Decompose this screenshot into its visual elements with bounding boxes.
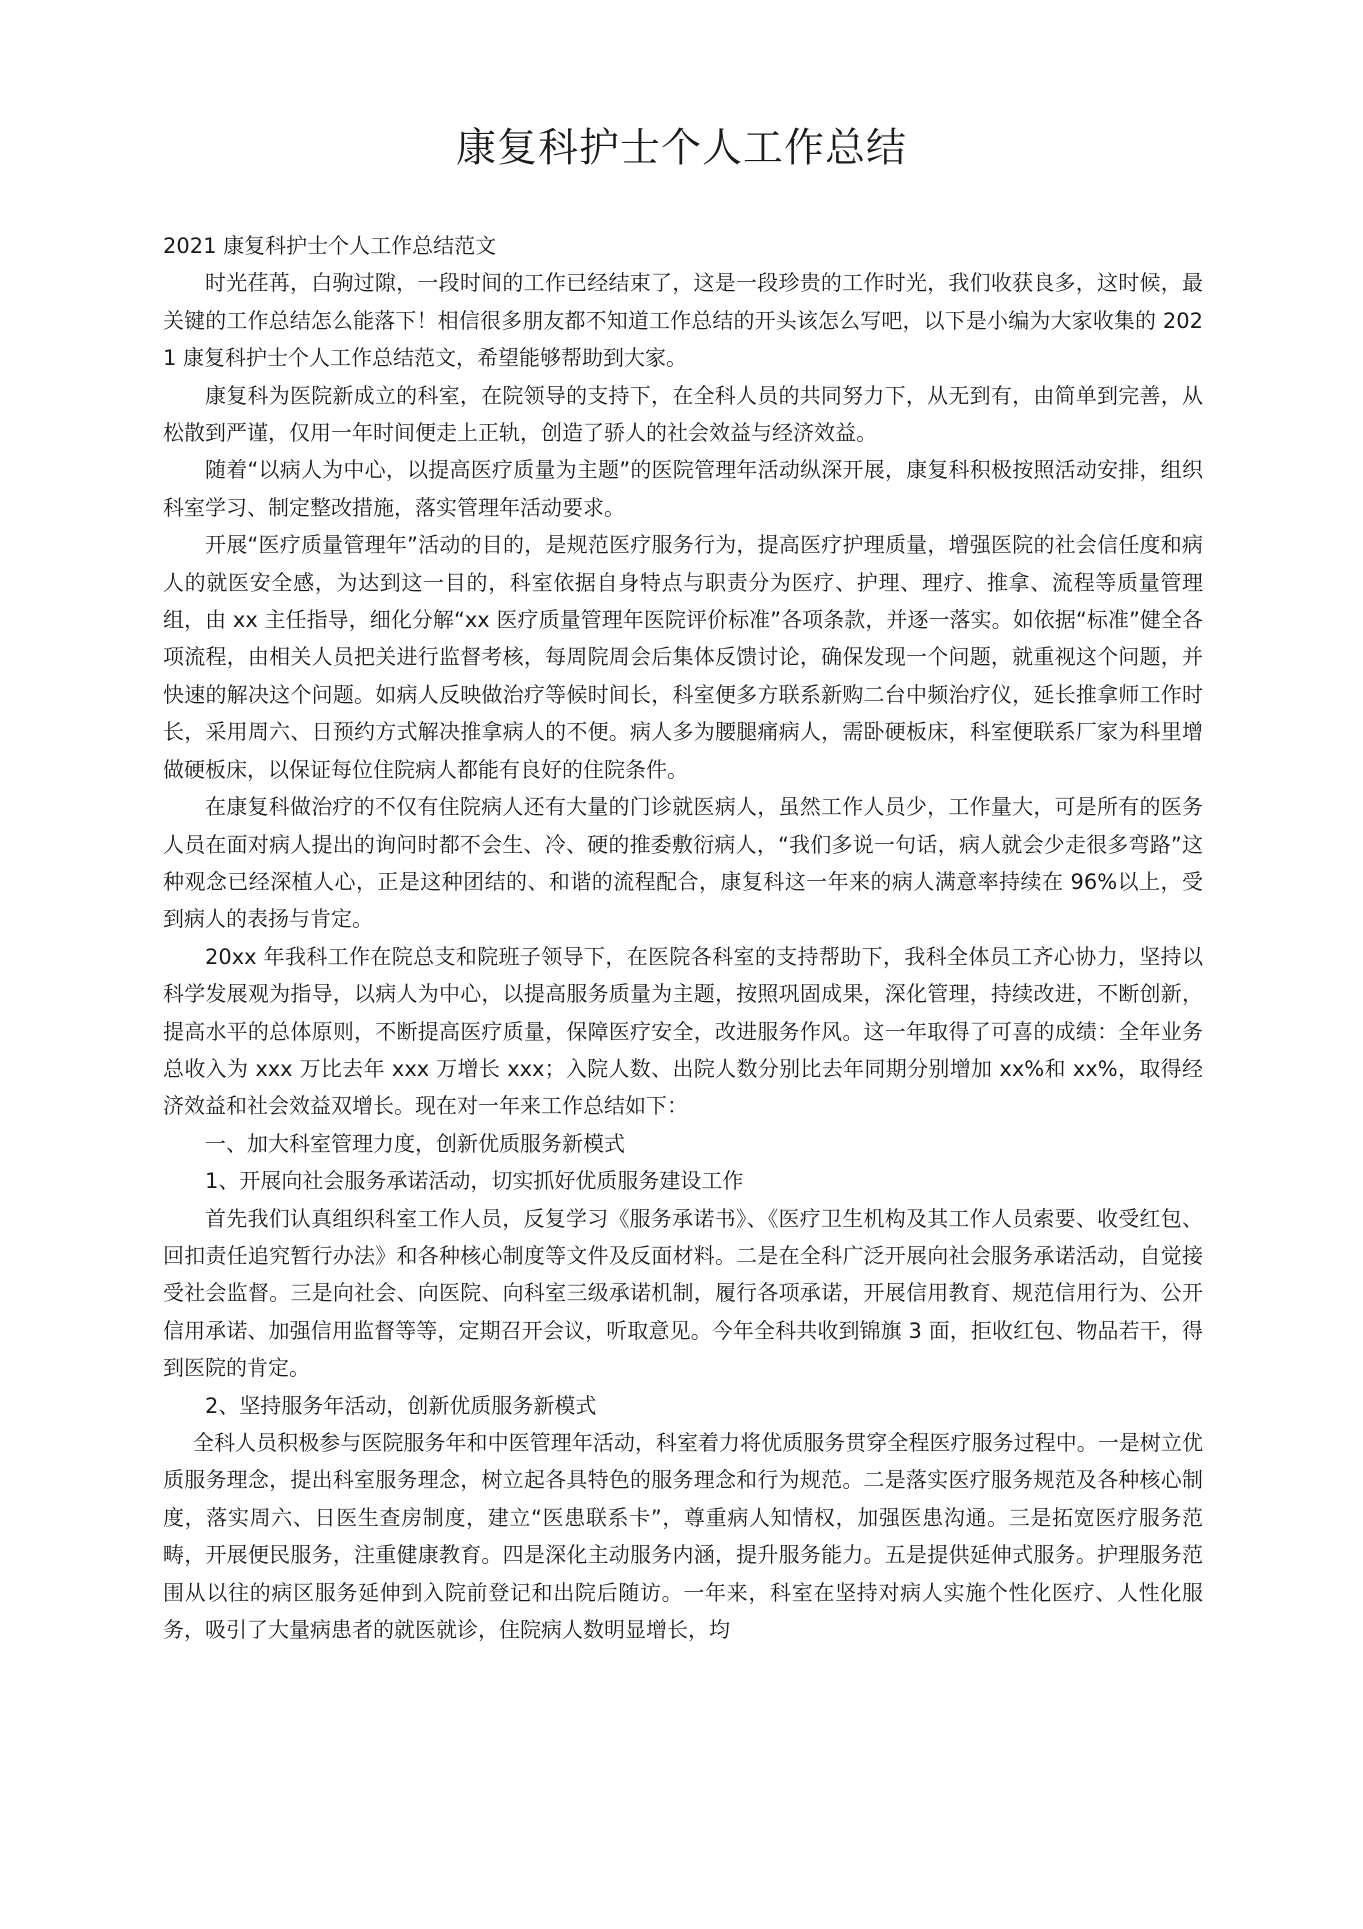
- document-subtitle: 2021 康复科护士个人工作总结范文: [163, 234, 497, 258]
- subsection-heading-2: 2、坚持服务年活动，创新优质服务新模式: [205, 1393, 597, 1418]
- paragraph-department-founding: 康复科为医院新成立的科室，在院领导的支持下，在全科人员的共同努力下，从无到有，由简单到完善，从松散到严谨，仅用一年时间便走上正轨，创造了骄人的社会效益与经济效益。: [163, 383, 1203, 446]
- paragraph-service-commitment: 首先我们认真组织科室工作人员，反复学习《服务承诺书》、《医疗卫生机构及其工作人员索要、收受红包、回扣责任追究暂行办法》和各种核心制度等文件及反面材料。二是在全科广泛开展向社会服务承诺活动，自觉接受社会监督。三是向社会、向医院、向科室三级承诺机制，履行各项承诺，开展信用教育、规范信用行为、公开信用承诺、加强信用监督等等，定期召开会议，听取意见。今年全科共收到锦旗 3 面，拒收红包、物品若干，得到医院的肯定。: [163, 1206, 1203, 1381]
- paragraph-service-year: 全科人员积极参与医院服务年和中医管理年活动，科室着力将优质服务贯穿全程医疗服务过程中。一是树立优质服务理念，提出科室服务理念，树立起各具特色的服务理念和行为规范。二是落实医疗服务规范及各种核心制度，落实周六、日医生查房制度，建立“医患联系卡”，尊重病人知情权，加强医患沟通。三是拓宽医疗服务范畴，开展便民服务，注重健康教育。四是深化主动服务内涵，提升服务能力。五是提供延伸式服务。护理服务范围从以往的病区服务延伸到入院前登记和出院后随访。一年来，科室在坚持对病人实施个性化医疗、人性化服务，吸引了大量病患者的就医就诊，住院病人数明显增长，均: [163, 1431, 1203, 1643]
- paragraph-quality-management: 开展“医疗质量管理年”活动的目的，是规范医疗服务行为，提高医疗护理质量，增强医院的社会信任度和病人的就医安全感，为达到这一目的，科室依据自身特点与职责分为医疗、护理、理疗、推拿、流程等质量管理组，由 xx 主任指导，细化分解“xx 医疗质量管理年医院评价标准”各项条款，并逐一落实。如依据“标准”健全各项流程，由相关人员把关进行监督考核，每周院周会后集体反馈讨论，确保发现一个问题，就重视这个问题，并快速的解决这个问题。如病人反映做治疗等候时间长，科室便多方联系新购二台中频治疗仪，延长推拿师工作时长，采用周六、日预约方式解决推拿病人的不便。病人多为腰腿痛病人，需卧硬板床，科室便联系厂家为科里增做硬板床，以保证每位住院病人都能有良好的住院条件。: [163, 533, 1203, 782]
- paragraph-management-year: 随着“以病人为中心，以提高医疗质量为主题”的医院管理年活动纵深开展，康复科积极按照活动安排，组织科室学习、制定整改措施，落实管理年活动要求。: [163, 458, 1203, 520]
- subsection-heading-1: 1、开展向社会服务承诺活动，切实抓好优质服务建设工作: [205, 1169, 744, 1194]
- paragraph-outpatient-service: 在康复科做治疗的不仅有住院病人还有大量的门诊就医病人，虽然工作人员少，工作量大，可是所有的医务人员在面对病人提出的询问时都不会生、冷、硬的推委敷衍病人，“我们多说一句话，病人就会少走很多弯路”这种观念已经深植人心，正是这种团结的、和谐的流程配合，康复科这一年来的病人满意率持续在 96%以上，受到病人的表扬与肯定。: [163, 795, 1203, 932]
- document-title: 康复科护士个人工作总结: [456, 125, 907, 171]
- paragraph-annual-results: 20xx 年我科工作在院总支和院班子领导下，在医院各科室的支持帮助下，我科全体员工齐心协力，坚持以科学发展观为指导，以病人为中心，以提高服务质量为主题，按照巩固成果，深化管理，持续改进，不断创新，提高水平的总体原则，不断提高医疗质量，保障医疗安全，改进服务作风。这一年取得了可喜的成绩：全年业务总收入为 xxx 万比去年 xxx 万增长 xxx；入院人数、出院人数分别比去年同期分别增加 xx%和 xx%，取得经济效益和社会效益双增长。现在对一年来工作总结如下：: [163, 944, 1203, 1119]
- document-body: [163, 228, 1203, 1649]
- section-heading-1: 一、加大科室管理力度，创新优质服务新模式: [205, 1131, 625, 1156]
- paragraph-intro: 时光荏苒，白驹过隙，一段时间的工作已经结束了，这是一段珍贵的工作时光，我们收获良多，这时候，最关键的工作总结怎么能落下！相信很多朋友都不知道工作总结的开头该怎么写吧，以下是小编为大家收集的 2021 康复科护士个人工作总结范文，希望能够帮助到大家。: [163, 271, 1203, 371]
